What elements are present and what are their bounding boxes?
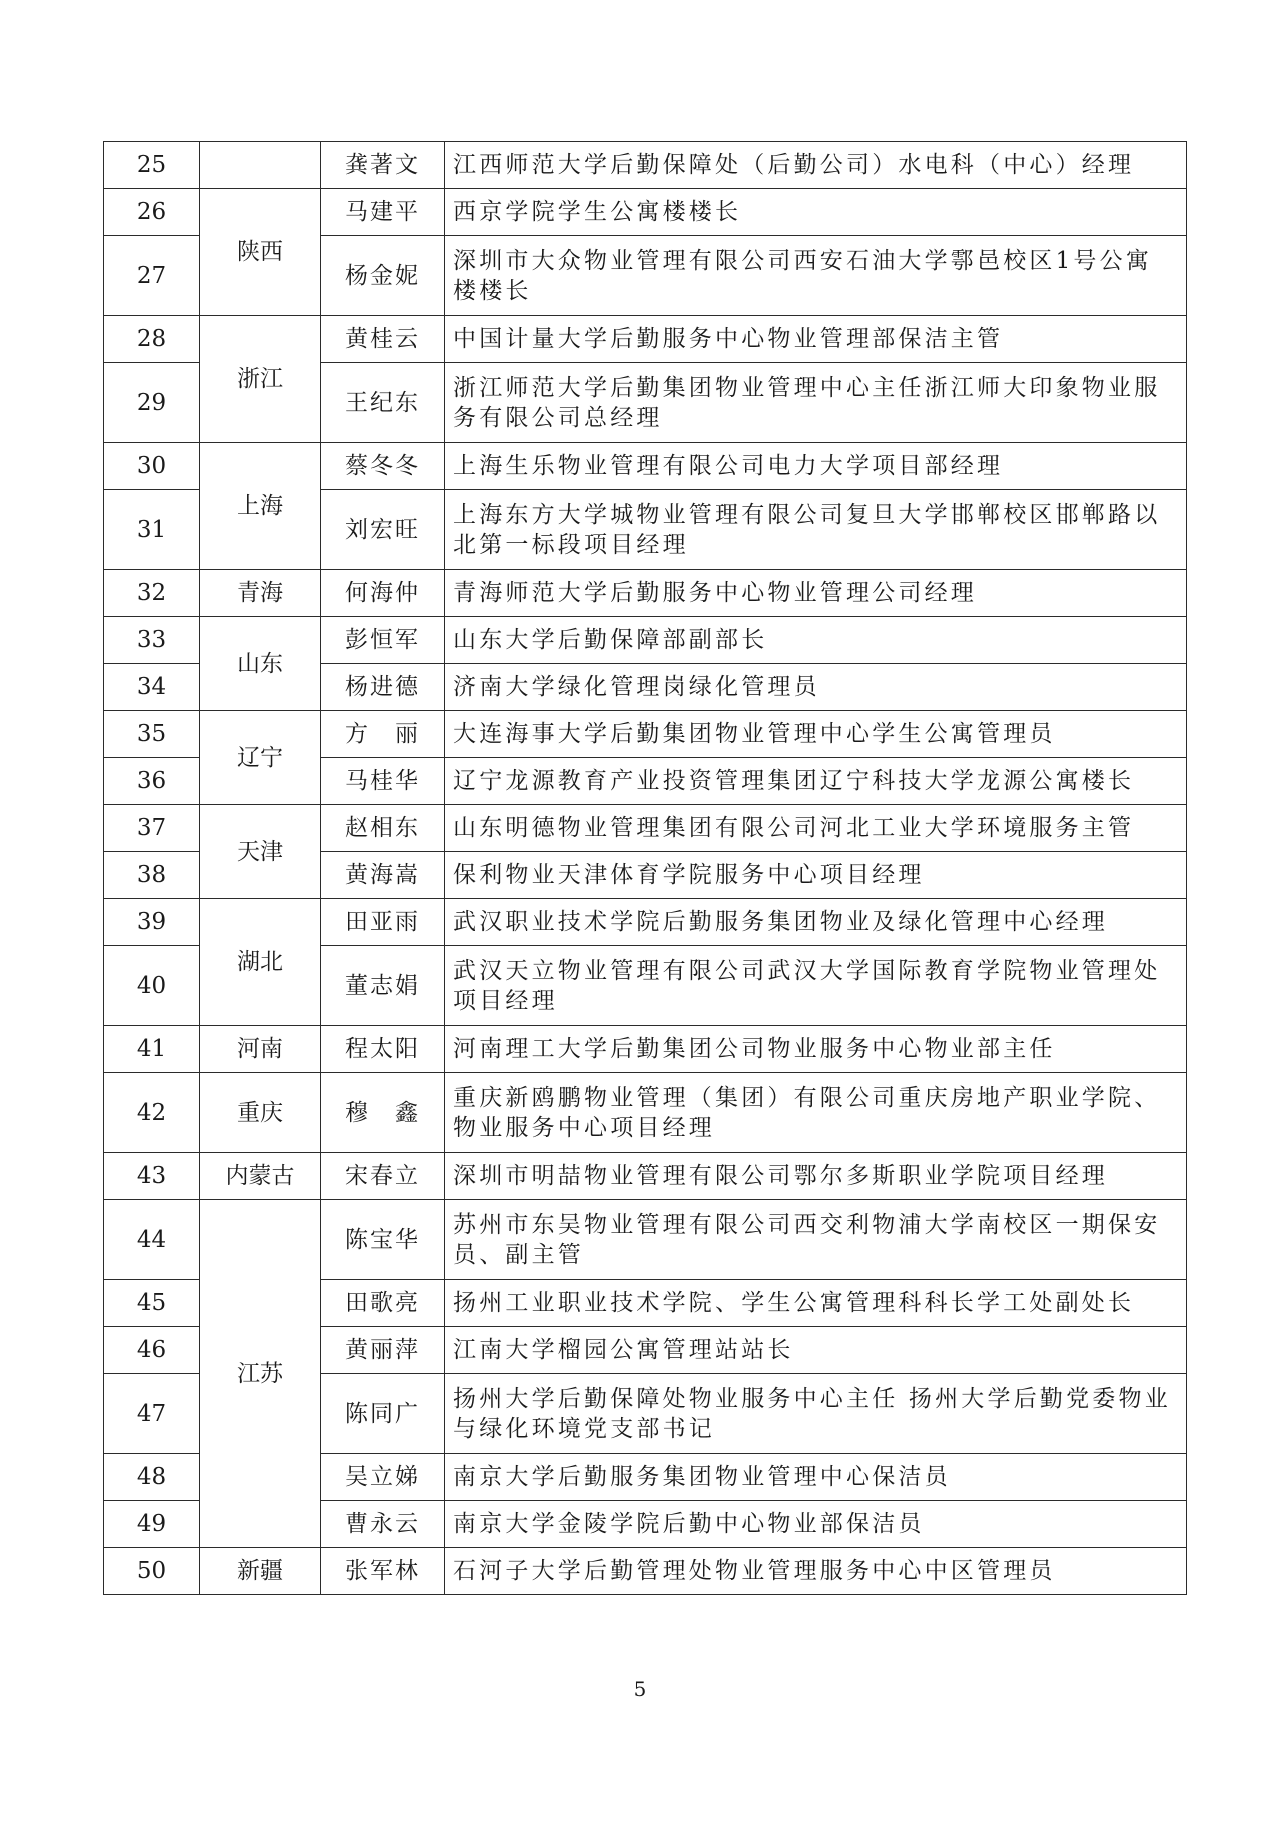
table-row xyxy=(104,899,1187,946)
job-title: 南京大学金陵学院后勤中心物业部保洁员 xyxy=(445,1501,1187,1548)
row-number: 44 xyxy=(104,1200,200,1280)
job-title: 河南理工大学后勤集团公司物业服务中心物业部主任 xyxy=(445,1026,1187,1073)
row-number: 27 xyxy=(104,236,200,316)
row-number: 49 xyxy=(104,1501,200,1548)
table-row xyxy=(104,711,1187,758)
job-title: 苏州市东吴物业管理有限公司西交利物浦大学南校区一期保安员、副主管 xyxy=(445,1200,1187,1280)
table-row xyxy=(104,1073,1187,1153)
job-title: 济南大学绿化管理岗绿化管理员 xyxy=(445,664,1187,711)
person-name: 龚著文 xyxy=(321,142,445,189)
row-number: 29 xyxy=(104,363,200,443)
table-row xyxy=(104,617,1187,664)
row-number: 28 xyxy=(104,316,200,363)
person-name: 何海仲 xyxy=(321,570,445,617)
person-name: 田亚雨 xyxy=(321,899,445,946)
job-title: 青海师范大学后勤服务中心物业管理公司经理 xyxy=(445,570,1187,617)
table-row xyxy=(104,142,1187,189)
row-number: 45 xyxy=(104,1280,200,1327)
table-row xyxy=(104,805,1187,852)
job-title: 石河子大学后勤管理处物业管理服务中心中区管理员 xyxy=(445,1548,1187,1595)
job-title: 深圳市大众物业管理有限公司西安石油大学鄠邑校区1号公寓楼楼长 xyxy=(445,236,1187,316)
table-row xyxy=(104,1548,1187,1595)
table-row xyxy=(104,189,1187,236)
province-cell: 新疆 xyxy=(200,1548,321,1595)
person-name: 彭恒军 xyxy=(321,617,445,664)
row-number: 43 xyxy=(104,1153,200,1200)
row-number: 40 xyxy=(104,946,200,1026)
row-number: 32 xyxy=(104,570,200,617)
province-cell: 内蒙古 xyxy=(200,1153,321,1200)
job-title: 江南大学榴园公寓管理站站长 xyxy=(445,1327,1187,1374)
job-title: 浙江师范大学后勤集团物业管理中心主任浙江师大印象物业服务有限公司总经理 xyxy=(445,363,1187,443)
page-number: 5 xyxy=(633,1677,647,1701)
job-title: 扬州大学后勤保障处物业服务中心主任 扬州大学后勤党委物业与绿化环境党支部书记 xyxy=(445,1374,1187,1454)
table-row xyxy=(104,316,1187,363)
person-name: 吴立娣 xyxy=(321,1454,445,1501)
row-number: 48 xyxy=(104,1454,200,1501)
province-cell: 湖北 xyxy=(200,899,321,1026)
job-title: 江西师范大学后勤保障处（后勤公司）水电科（中心）经理 xyxy=(445,142,1187,189)
province-cell: 河南 xyxy=(200,1026,321,1073)
province-cell: 天津 xyxy=(200,805,321,899)
row-number: 41 xyxy=(104,1026,200,1073)
person-name: 董志娟 xyxy=(321,946,445,1026)
row-number: 35 xyxy=(104,711,200,758)
table-row xyxy=(104,1200,1187,1280)
province-cell: 陕西 xyxy=(200,189,321,316)
row-number: 26 xyxy=(104,189,200,236)
job-title: 南京大学后勤服务集团物业管理中心保洁员 xyxy=(445,1454,1187,1501)
table-row xyxy=(104,570,1187,617)
job-title: 大连海事大学后勤集团物业管理中心学生公寓管理员 xyxy=(445,711,1187,758)
row-number: 50 xyxy=(104,1548,200,1595)
person-name: 宋春立 xyxy=(321,1153,445,1200)
person-name: 杨金妮 xyxy=(321,236,445,316)
person-name: 黄丽萍 xyxy=(321,1327,445,1374)
job-title: 重庆新鸥鹏物业管理（集团）有限公司重庆房地产职业学院、物业服务中心项目经理 xyxy=(445,1073,1187,1153)
person-name: 陈宝华 xyxy=(321,1200,445,1280)
job-title: 山东明德物业管理集团有限公司河北工业大学环境服务主管 xyxy=(445,805,1187,852)
person-name: 王纪东 xyxy=(321,363,445,443)
person-name: 黄海嵩 xyxy=(321,852,445,899)
job-title: 保利物业天津体育学院服务中心项目经理 xyxy=(445,852,1187,899)
row-number: 33 xyxy=(104,617,200,664)
row-number: 31 xyxy=(104,490,200,570)
row-number: 34 xyxy=(104,664,200,711)
person-name: 杨进德 xyxy=(321,664,445,711)
table-row xyxy=(104,1153,1187,1200)
job-title: 辽宁龙源教育产业投资管理集团辽宁科技大学龙源公寓楼长 xyxy=(445,758,1187,805)
person-name: 蔡冬冬 xyxy=(321,443,445,490)
row-number: 25 xyxy=(104,142,200,189)
row-number: 39 xyxy=(104,899,200,946)
job-title: 武汉天立物业管理有限公司武汉大学国际教育学院物业管理处项目经理 xyxy=(445,946,1187,1026)
person-name: 赵相东 xyxy=(321,805,445,852)
province-cell: 江苏 xyxy=(200,1200,321,1548)
person-name: 黄桂云 xyxy=(321,316,445,363)
row-number: 46 xyxy=(104,1327,200,1374)
province-cell: 上海 xyxy=(200,443,321,570)
job-title: 扬州工业职业技术学院、学生公寓管理科科长学工处副处长 xyxy=(445,1280,1187,1327)
province-cell: 山东 xyxy=(200,617,321,711)
job-title: 深圳市明喆物业管理有限公司鄂尔多斯职业学院项目经理 xyxy=(445,1153,1187,1200)
person-name: 刘宏旺 xyxy=(321,490,445,570)
row-number: 37 xyxy=(104,805,200,852)
person-name: 穆 鑫 xyxy=(321,1073,445,1153)
job-title: 上海生乐物业管理有限公司电力大学项目部经理 xyxy=(445,443,1187,490)
job-title: 西京学院学生公寓楼楼长 xyxy=(445,189,1187,236)
province-cell: 青海 xyxy=(200,570,321,617)
roster-table xyxy=(103,141,1187,1595)
province-cell: 辽宁 xyxy=(200,711,321,805)
job-title: 上海东方大学城物业管理有限公司复旦大学邯郸校区邯郸路以北第一标段项目经理 xyxy=(445,490,1187,570)
person-name: 马建平 xyxy=(321,189,445,236)
person-name: 马桂华 xyxy=(321,758,445,805)
table-row xyxy=(104,443,1187,490)
row-number: 38 xyxy=(104,852,200,899)
province-cell xyxy=(200,142,321,189)
job-title: 山东大学后勤保障部副部长 xyxy=(445,617,1187,664)
person-name: 田歌亮 xyxy=(321,1280,445,1327)
person-name: 曹永云 xyxy=(321,1501,445,1548)
person-name: 程太阳 xyxy=(321,1026,445,1073)
row-number: 47 xyxy=(104,1374,200,1454)
roster-body xyxy=(104,142,1187,1595)
row-number: 42 xyxy=(104,1073,200,1153)
person-name: 陈同广 xyxy=(321,1374,445,1454)
job-title: 中国计量大学后勤服务中心物业管理部保洁主管 xyxy=(445,316,1187,363)
person-name: 方 丽 xyxy=(321,711,445,758)
row-number: 36 xyxy=(104,758,200,805)
province-cell: 重庆 xyxy=(200,1073,321,1153)
row-number: 30 xyxy=(104,443,200,490)
province-cell: 浙江 xyxy=(200,316,321,443)
table-row xyxy=(104,1026,1187,1073)
job-title: 武汉职业技术学院后勤服务集团物业及绿化管理中心经理 xyxy=(445,899,1187,946)
person-name: 张军林 xyxy=(321,1548,445,1595)
